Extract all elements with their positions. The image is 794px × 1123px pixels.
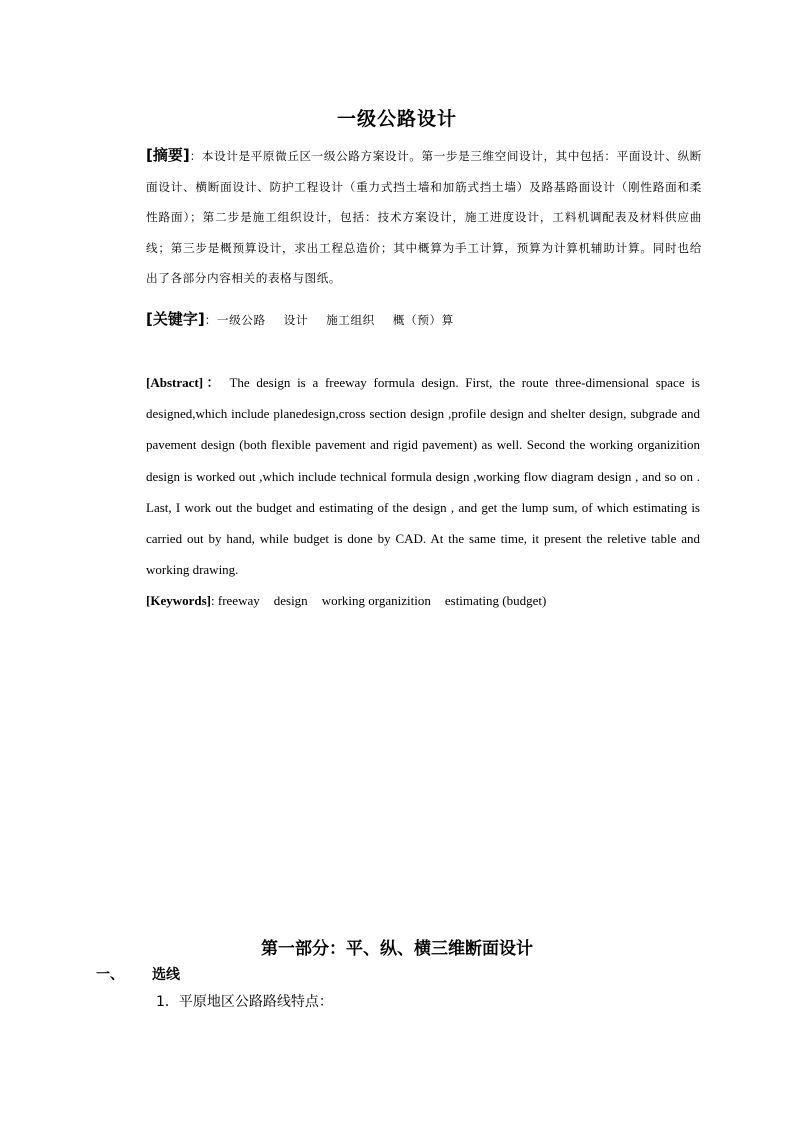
chinese-abstract-body: ：本设计是平原微丘区一级公路方案设计。第一步是三维空间设计，其中包括：平面设计、纵断面设计、横断面设计、防护工程设计（重力式挡土墙和加筋式挡土墙）及路基路面设计（刚性路面和柔性路面）；第二步是施工组织设计，包括：技术方案设计，施工进度设计，工料机调配表及材料供应曲线；第三步是概预算设计，求出工程总造价；其中概算为手工计算，预算为计算机辅助计算。同时也给出了各部分内容相关的表格与图纸。 <box>146 149 703 285</box>
chinese-abstract-heading: [摘要] <box>146 146 190 164</box>
keyword-item: 施工组织 <box>326 313 375 327</box>
english-keyword-item: freeway <box>217 593 260 608</box>
english-keywords-separator: : <box>211 593 218 608</box>
english-abstract-body: The design is a freeway formula design. First, the route three-dimensional space is designed,which include planedesign,cross section design ,profile design and shelter design, subgrade and pavement design (both flexible pavement and rigid pavement) as well. Second the working organizition design is worked out ,which include technical formula design ,working flow diagram design , and so on . Last, I work out the budget and estimating of the design , and get the lump sum, of which estimating is carried out by hand, while budget is done by CAD. At the same time, it present the reletive table and working drawing. <box>146 375 700 578</box>
keyword-item: 一级公路 <box>216 313 266 327</box>
section-heading <box>96 964 180 984</box>
chinese-abstract <box>146 140 702 294</box>
english-keywords-heading: [Keywords] <box>146 593 211 608</box>
english-keyword-item: design <box>273 593 308 608</box>
english-abstract <box>146 367 700 585</box>
item-number: 1． <box>156 994 179 1010</box>
english-keyword-item: working organizition <box>321 593 431 608</box>
keyword-item: 设计 <box>283 313 309 327</box>
english-abstract-heading: [Abstract]： <box>146 375 223 390</box>
section-number: 一、 <box>96 967 124 983</box>
part-heading: 第一部分：平、纵、横三维断面设计 <box>261 939 533 959</box>
section-label: 选线 <box>152 967 180 983</box>
chinese-keywords <box>146 306 702 333</box>
document-title: 一级公路设计 <box>336 108 457 130</box>
keyword-item: 概（预）算 <box>392 313 454 327</box>
chinese-keywords-separator: ： <box>204 313 217 327</box>
item-label: 平原地区公路路线特点： <box>178 994 333 1010</box>
numbered-item <box>156 991 333 1011</box>
english-keyword-item: estimating (budget) <box>444 593 547 608</box>
english-keywords <box>146 588 702 614</box>
chinese-keywords-heading: [关键字] <box>146 310 205 328</box>
